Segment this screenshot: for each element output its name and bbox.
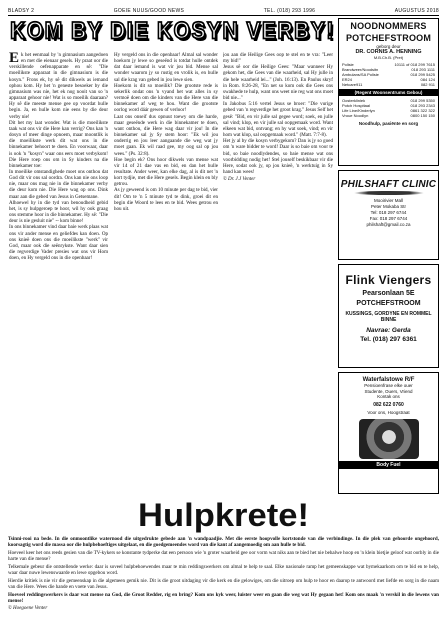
- emergency-row: Oosterkliniek 018 299 5350: [342, 98, 435, 103]
- clinic-address: Mooirivier Mall: [373, 198, 403, 203]
- tyre-image: [359, 419, 419, 459]
- paper-name: GOEIE NUUS/GOOD NEWS: [113, 7, 185, 14]
- article-paragraph: Hy vergeld ons in die openbaar! Almal sal wonder hoekom jy lewe so geseënd is totdat hulle ontdek dat daar iemand is wat vir jou bid. Mense sal wonder waarom jy so rustig en vrolik is, en hulle sal die krag van gebed in jou lewe sien.: [114, 52, 218, 83]
- paper-tel: TEL. (018) 293 1996: [263, 7, 316, 14]
- emergency-row: Polisie 10111 of 018 299 7615: [342, 62, 435, 67]
- ad-line: Voor ons, Hoogstraat: [367, 409, 410, 415]
- article-paragraph: Hierdie kritiek is nie vir die gemeenskap in die algemeen gemik nie. Dit is die groot uitdaging vir die kerk en die gelowiges, om die uitroep om hulp te hoor en daarop te antwoord met liefde en sorg in die naam van die Here. Wees die hande en voete van Jesus.: [8, 578, 439, 591]
- bottom-headline: Hulpkrete!: [138, 497, 309, 533]
- page-header: [8, 6, 439, 16]
- drop-cap: E: [9, 52, 20, 66]
- sponsor-label: geborg deur: [376, 44, 401, 49]
- clinic-email: philshaft@gmail.co.za: [366, 222, 411, 227]
- newspaper-page: [8, 6, 439, 634]
- article-paragraph: Ek het eenmaal by 'n gimnasium aangedoen en met die eienaar gesels. Hy praat oor die verskillende oefenapparate en sê: "Die moeilikste apparaat in die gimnasium is die kosyn." Frons ek, hy sê dit dikwels as iemand ophou kom. Hy het 'n geneste besoeker by die gimnasium was nie, het ek nog nooit van so 'n apparaat gehoor nie! Wat is so moeilik daaraan? Hy sê die meeste mense gee op voordat hulle begin. Ja, en hulle kom nie eens by die deur verby nie!: [9, 52, 108, 120]
- clinic-street: Peter Mokaba Str: [370, 204, 406, 209]
- article-column-3: [223, 52, 333, 436]
- emergency-row: Potch Hospitaal 018 293 2343: [342, 103, 435, 108]
- clinic-fax: Fax: 018 297 6744: [369, 216, 408, 221]
- business-name: Flink Viengers: [345, 273, 432, 287]
- emergency-row: Netcare911 082 911: [342, 82, 435, 87]
- ad-subtitle: POTCHEFSTROOM: [345, 33, 432, 43]
- article-signature: © Hoegoene Venter: [8, 606, 48, 612]
- ad-footer: Noodhulp, pasiënte en sorg: [358, 121, 419, 126]
- article-paragraph: Dit het my laat wonder. Wat is die moeilikste taak wat ons vir die Here kan verrig? Ons kan 'n dosyn of meer dinge opnoem, maar moontlik is die moeilikste werk dit wat ons in die binnekamer behoort te doen. En voorwaar, daar is ook 'n "kosyn" waar ons eers moet verbykom! Die Here roep ons om in Sy kinders na die binnekamer toe:: [9, 119, 108, 169]
- emergency-row: Vroue Noodlyn 0800 150 150: [342, 113, 435, 118]
- article-column-2: [114, 52, 218, 454]
- main-headline: KOM BY DIE KOSYN VERBY!: [10, 18, 335, 45]
- business-tagline: KUSSINGS, GORDYNE EN ROMMEL BINNE: [345, 311, 432, 323]
- article-paragraph: jou aan die Heilige Gees oop te stel en te vra: "Leer my bid!": [223, 52, 333, 65]
- doctor-qualification: M.B.Ch.B. (Pret): [373, 55, 404, 60]
- ad-title: NOODNOMMERS: [350, 21, 427, 31]
- ad-line: Kontak ons: [377, 394, 400, 399]
- ad-bar: (Regent Woonsentrums Gebou): [339, 89, 438, 96]
- emergency-row: Life Line/Kinderlyn 0861 322 322: [342, 108, 435, 113]
- article-signature: © Dr. J.J Venter: [223, 177, 256, 183]
- emergency-numbers-ad: [338, 18, 439, 166]
- article-paragraph: Tsinni-rooi na bede. In die onmoontlike waternood die uitgedrukte gebede aan 'n wandpaadjie. Met die eerste hoopvolle kortstonde van die verbindinge. In die plek van gehoorde ongehoord, koorsagtig word die massa oor die hulpbehoeftiges uitgelaat, en die goedgemeendes word van die kant af aangemoedig om aan hulle te bid.: [8, 536, 439, 549]
- issue-date: AUGUSTUS 2018: [394, 7, 439, 14]
- ad-line: Pensioenfrase elke ouer: [364, 383, 413, 388]
- emergency-row: ER24 084 124: [342, 77, 435, 82]
- clinic-tel: Tel: 018 297 6744: [370, 210, 407, 215]
- article-paragraph: Jesus sê oor die Heilige Gees: "Maar wanneer Hy gekom het, die Gees van die waarheid, sal Hy julle in die hele waarheid lei..." (Joh. 16:13). En Paulus skryf in Rom. 8:26-28, "En net so kom ook die Gees ons swakhede te hulp, want ons weet nie reg wat ons moet bid nie...": [223, 64, 333, 102]
- article-paragraph: Het jy al by die kosyn verbygekom? Dan is jy so goed om 'n ware bidder te word! Daar is so baie om voor te bid, so baie noodlydendes, so baie mense wat ons voorbidding nodig het! Stel jouself beskikbaar vir die Here, sodat ook jy, op jou knieë, 'n werktuig in Sy hand kan wees!: [223, 138, 333, 175]
- pension-ad: [338, 372, 439, 494]
- article-paragraph: Telkemale gebeur die ontstellende werke: daar is soveel hulpbehoewendes maar te min reddingswerkers om almal te help te saal. Elke nasionale ramp het gemeenskappe wat bymekaarkom om te bid en te help, waar daar nuwe lewenswaarde en lewe opgebou word.: [8, 564, 439, 577]
- shop-name: Waterfalstowe R/F: [362, 377, 415, 383]
- article-paragraph: In moeilike omstandighede moet ons onthou dat God dit vir ons sal oordra. Ons kan nie ons loop nie, maar ons mag nie in die binnekamer verby die deur kom nie. Die Here wag op ons. Dink maar aan die gebed van Jesus in Getsemane.: [9, 168, 108, 200]
- article-paragraph: As jy geweend is om 10 minute per dag te bid, vier dit! Om te 'n 5 minute tyd te dink, groei dit en begin die Woord te lees en te bid. Wees getrou en hou uit.: [114, 187, 218, 212]
- article-paragraph: Hoe begin ek? Ons hoor dikwels van mense wat vir 14 of 21 dae vas en bid, en dan het hulle resultate. Ander weer, kan elke dag, al is dit net 'n kort tydjie, met die Here gesels. Begin klein en bly getrou.: [114, 156, 218, 188]
- article-paragraph: In ons binnekamer vind daar baie werk plaas wat ons vir ander mense en geliefdes kan doen. Op ons knieë doen ons die moeilikste "werk" vir God, maar ook die seënrykste. Want daar sien die regverdige Vader presies wat ons vir Hom doen, en Hy vergeld ons in die openbaar!: [9, 224, 108, 262]
- article-paragraph: Hoeveel keer het ons reeds gesien van die TV-kykers se konstante tydperke dat een persoon wie 'n groter waarheid gee oor vorm wat niks aan te bied het nie behalwe hoop en 'n klein bietjie geloof wat oorbly in die harte van die mense?: [8, 550, 439, 563]
- article-paragraph: In Jakobus 5:16 vertel Jesus se broer: "Die vurige gebed van 'n regverdige het groot krag." Jesus Self het gesê: "Bid, en vir julle sal gegee word; soek, en julle sal vind; klop, en vir julle sal oopgemaak word. Want elkeen wat bid, ontvang; en hy wat soek, vind; en vir hom wat klop, sal oopgemaak word." (Matt. 7:7-8).: [223, 101, 333, 139]
- advert-column: [338, 18, 439, 494]
- business-contact: Navrae: Gerda: [366, 327, 411, 334]
- business-address: Pearsonlaan 5E: [362, 290, 415, 297]
- business-city: POTCHEFSTROOM: [356, 300, 421, 307]
- brand-banner: Body Fuel: [339, 461, 438, 469]
- logo-swoosh: [354, 191, 424, 195]
- article-column-1: [9, 52, 108, 454]
- emergency-row: Ambulans/SA Polisie 018 299 5425: [342, 72, 435, 77]
- page-number: BLADSY 2: [8, 7, 35, 14]
- clinic-ad: [338, 170, 439, 260]
- article-paragraph: Alhoewel hy in die tyd van benoudheid gebid het, is sy hulpgeroep te hoor, wil hy ook graag ons stemme hoor in die binnekamer. Hy sê: "Die deur is nie gesluit nie" -- kom binne!: [9, 199, 108, 225]
- article-paragraph: Laat ons onseif dus opnuut toewy om die harde, maar geseënde werk in die binnekamer te doen, want onthou, die Here wag daar vir jou! In die binnekamer sal jy Sy stem hoor: "Ek wil jou onderrig en jou leer aangaande die weg wat jy moet gaan. Ek wil raad gee, my oog sal op jou wees." (Ps. 32:8).: [114, 113, 218, 157]
- business-tel: Tel. (018) 297 6361: [360, 336, 417, 343]
- emergency-row: Brandweer/Noodsitn 018 293 1111: [342, 67, 435, 72]
- ad-line: Studente, Ouers, Vriend: [364, 388, 413, 394]
- bottom-article: [8, 536, 439, 634]
- clinic-logo: PHILSHAFT CLINIC: [340, 179, 437, 190]
- article-paragraph: Hoeveel reddingswerkers is daar wat mense na God, die Groot Redder, rig en bring? Kom ons kyk weer, luister weer en gaan die weg wat Hy gegaan het! Kom ons maak 'n verskil in die lewens van mense!: [8, 592, 439, 605]
- article-paragraph: Hoekom is dit so moeilik? Die grootste rede is sekerlik ondat ons 'n vyand het wat alles in sy vermoë doen om die kinders van die Here van die binnekamer af weg te hou. Want die grootste oorlog word dáár gewen of verloor!: [114, 82, 218, 114]
- sponsor-doctor: DR. CORNIS A. HENNING: [355, 49, 422, 55]
- upholstery-ad: [338, 264, 439, 368]
- ad-phone: 082 622 0760: [373, 401, 404, 408]
